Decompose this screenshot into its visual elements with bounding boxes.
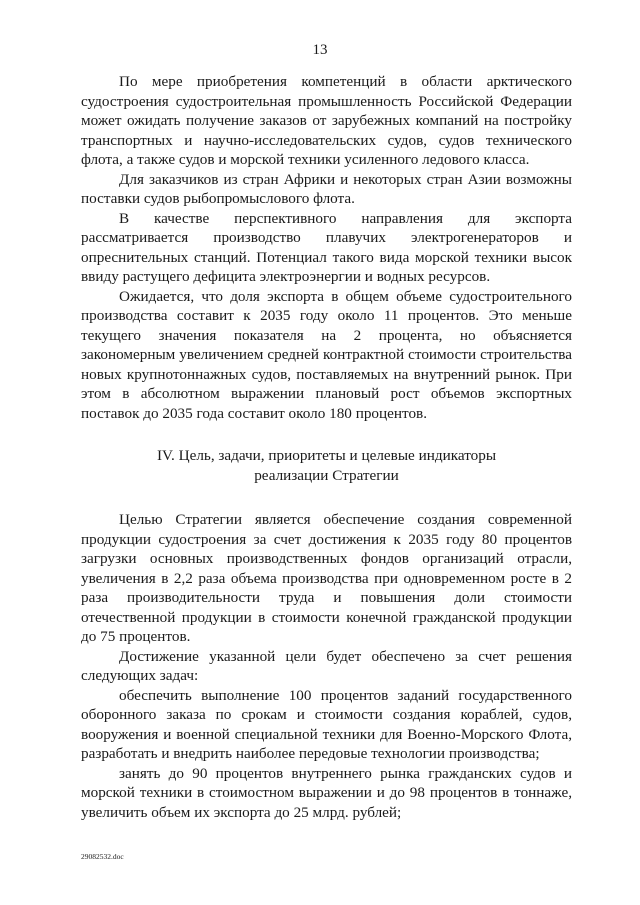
paragraph-export-share: Ожидается, что доля экспорта в общем объеме судостроительного производства составит к 2035 году около 11 процентов. Это меньше текущего значения показателя на 2 процента, но объясняется закономерным увеличением средней контрактной стоимости строительства новых крупнотоннажных судов, поставляемых на внутренний рынок. При этом в абсолютном выражении плановый рост объемов экспортных поставок до 2035 года составит около 180 процентов. (81, 287, 572, 422)
paragraph-arctic-orders: По мере приобретения компетенций в области арктического судостроения судостроительная промышленность Российской Федерации может ожидать получение заказов от зарубежных компаний на постройку транспортных и научно-исследовательских судов, судов технического флота, а также судов и морской техники усиленного ледового класса. (81, 73, 572, 168)
paragraph-floating-generators: В качестве перспективного направления для экспорта рассматривается производство плавучих электрогенераторов и опреснительных станций. Потенциал такого вида морской техники высок ввиду растущего дефицита электроэнергии и водных ресурсов. (81, 209, 572, 285)
section-heading-line2: реализации Стратегии (254, 466, 399, 484)
section-heading-line1: IV. Цель, задачи, приоритеты и целевые индикаторы (156, 447, 497, 464)
paragraph-tasks-intro: Достижение указанной цели будет обеспечено за счет решения следующих задач: (81, 647, 572, 684)
paragraph-task-domestic-market: занять до 90 процентов внутреннего рынка гражданских судов и морской техники в стоимостном выражении и до 98 процентов в тоннаже, увеличить объем их экспорта до 25 млрд. рублей; (81, 764, 572, 821)
page-number: 13 (312, 42, 328, 58)
document-body (81, 72, 572, 822)
footer-file-code: 29082532.doc (81, 852, 124, 861)
section-heading (81, 446, 572, 485)
paragraph-fishing-fleet: Для заказчиков из стран Африки и некоторых стран Азии возможны поставки судов рыбопромыслового флота. (81, 170, 572, 207)
paragraph-task-defense-order: обеспечить выполнение 100 процентов заданий государственного оборонного заказа по срокам и стоимости создания кораблей, судов, вооружения и военной специальной техники для Военно-Морского Флота, разработать и внедрить наиболее передовые технологии производства; (81, 686, 572, 762)
paragraph-strategy-goal: Целью Стратегии является обеспечение создания современной продукции судостроения за счет достижения к 2035 году 80 процентов загрузки основных производственных фондов организаций отрасли, увеличения в 2,2 раза объема производства при одновременном росте в 2 раза производительности труда и повышения доли стоимости отечественной продукции в стоимости конечной гражданской продукции до 75 процентов. (81, 511, 572, 645)
